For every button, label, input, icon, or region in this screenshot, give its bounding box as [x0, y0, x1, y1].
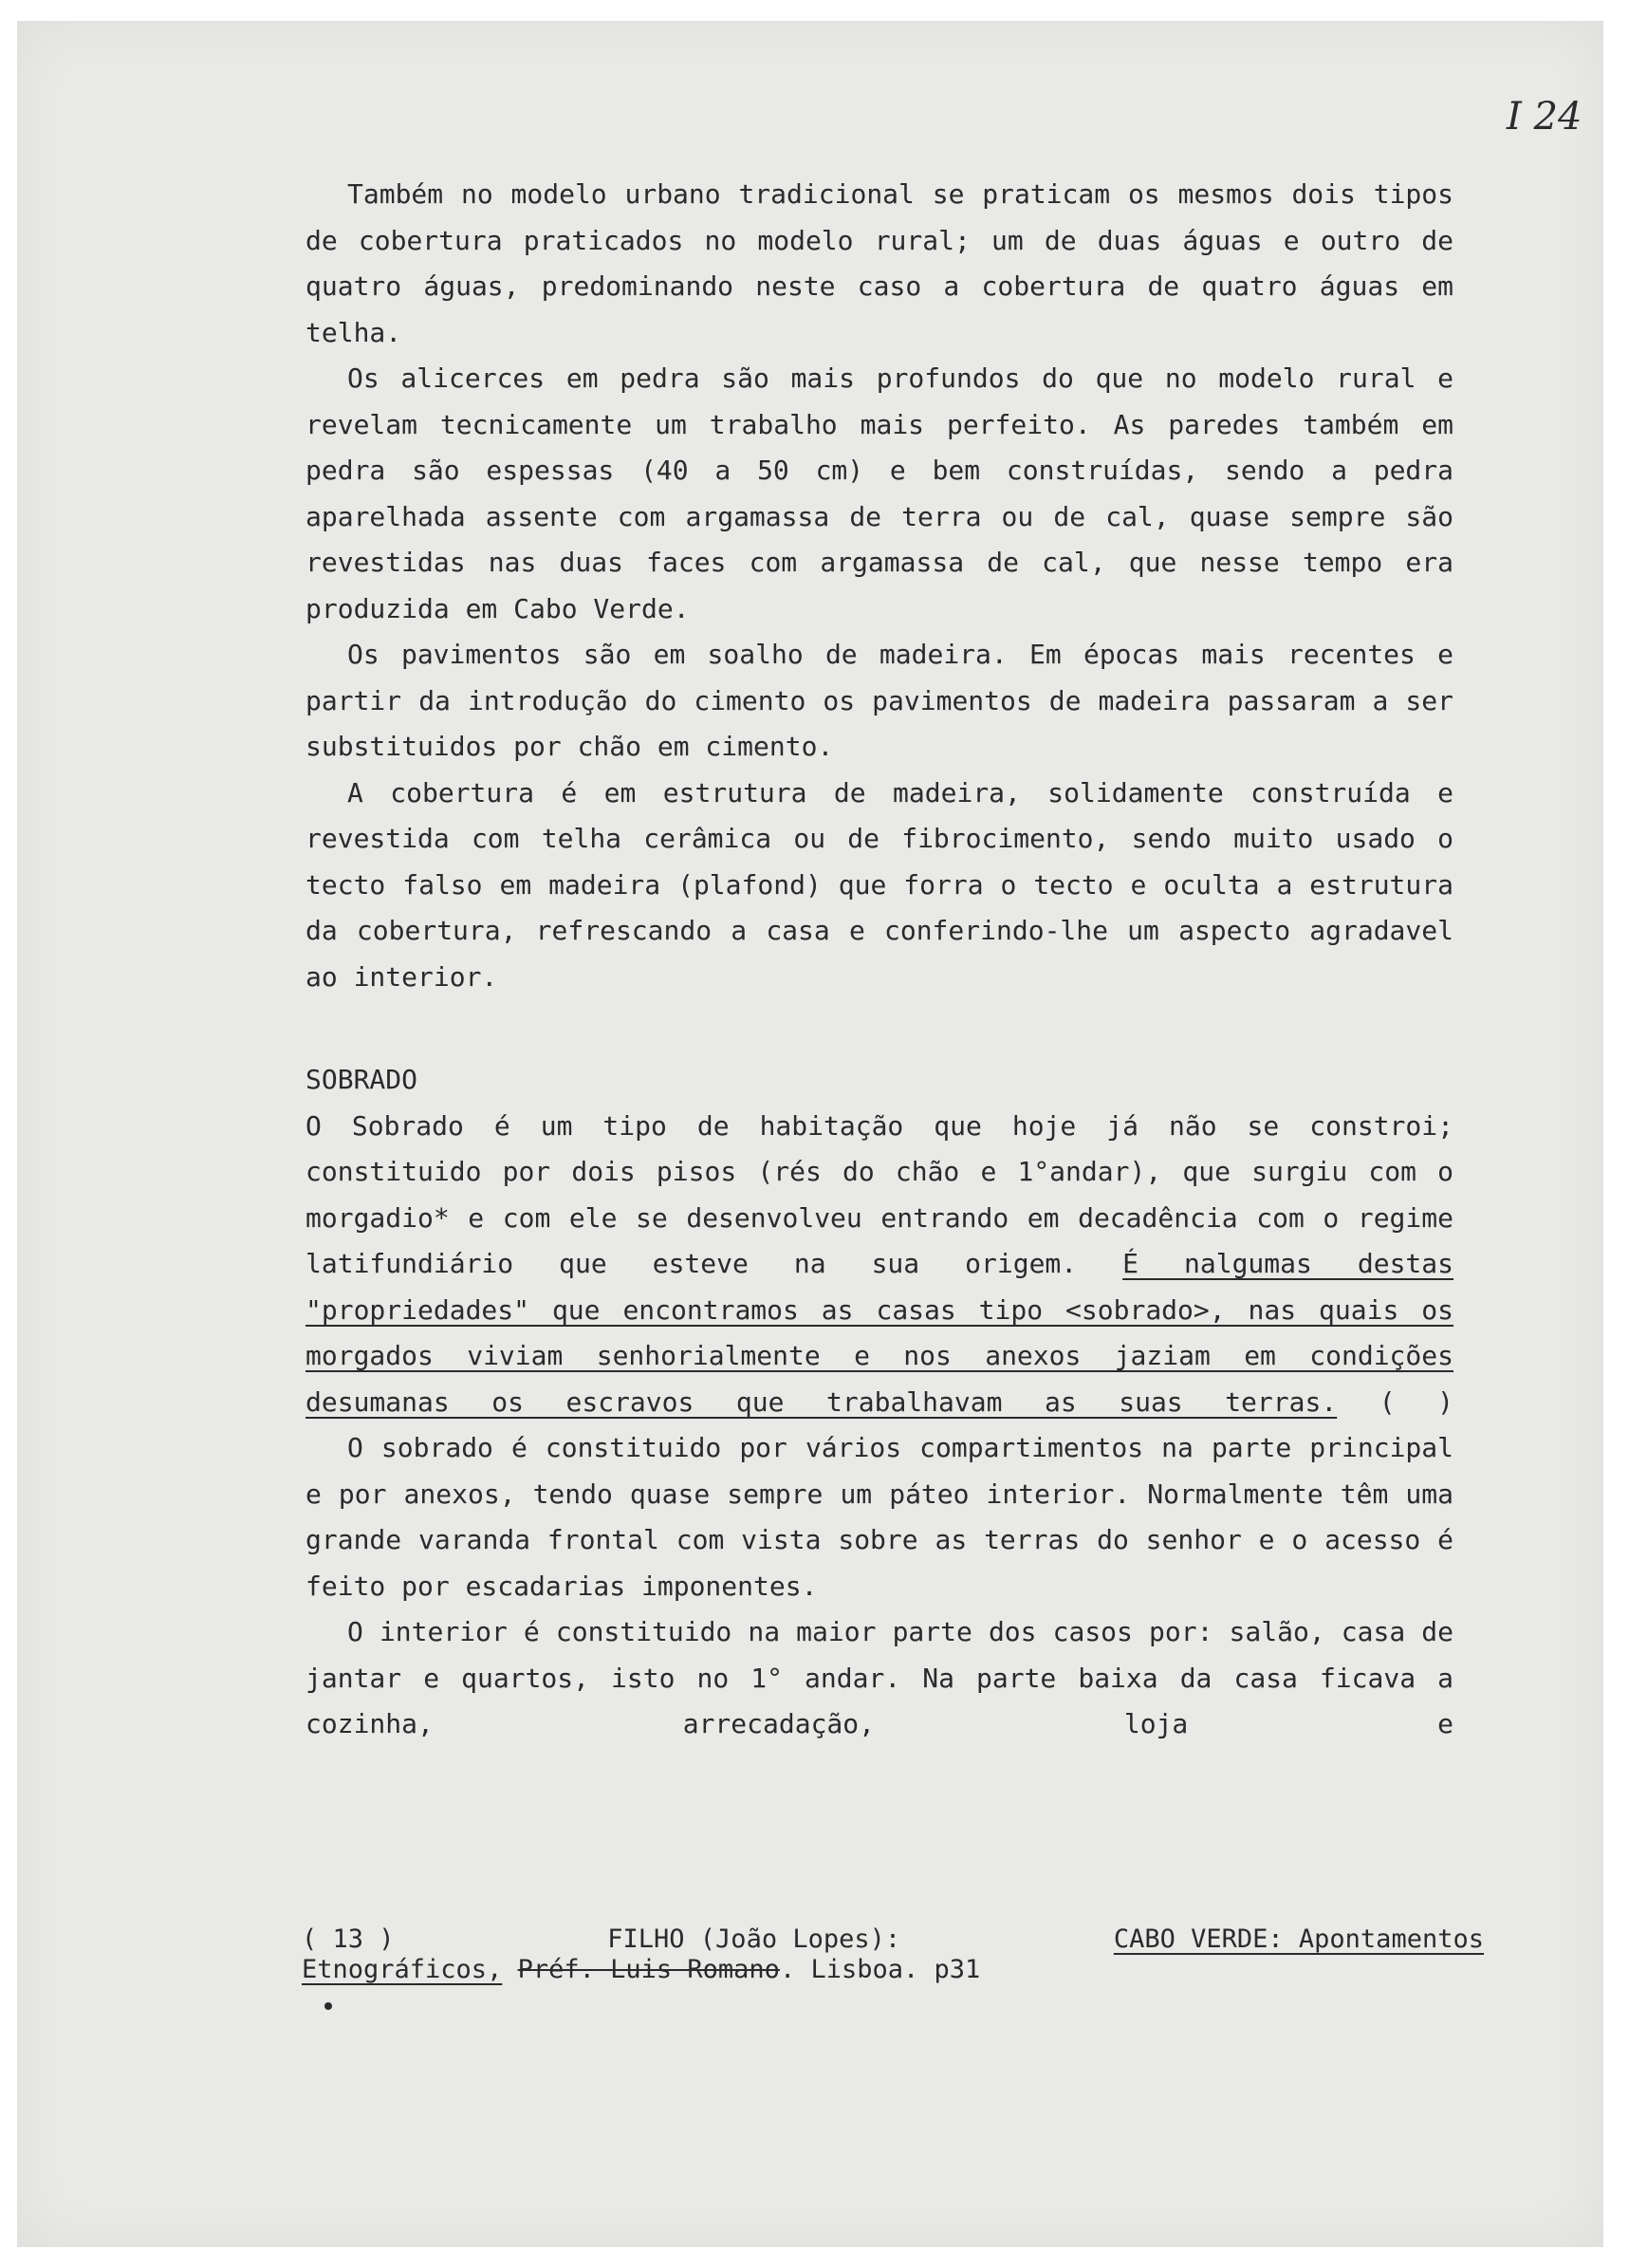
paragraph-floors: Os pavimentos são em soalho de madeira. Em épocas mais recentes e partir da introdução do cimento os pavimentos de madeira passaram a ser substituidos por chão em cimento.: [305, 639, 1453, 762]
footnote-tail: . Lisboa. p31: [779, 1955, 981, 1984]
footnote-title: CABO VERDE: Apontamentos: [1113, 1924, 1484, 1954]
handwritten-page-number: I 24: [1507, 95, 1583, 139]
footnote-struck-text: Préf. Luis Romano: [517, 1955, 780, 1984]
footnote-line-2: [302, 1955, 1484, 1985]
sobrado-intro-text: O Sobrado é um tipo de habitação que hoje já não se constroi; constituido por dois pisos (rés do chão e 1°andar), que surgiu com o morgadio* e com ele se desenvolveu entrando em decadência com o regime latifundiário que esteve na sua origem.: [305, 1109, 1453, 1279]
paragraph-roof-structure: A cobertura é em estrutura de madeira, solidamente construída e revestida com telha cerâmica ou de fibrocimento, sendo muito usado o tecto falso em madeira (plafond) que forra o tecto e oculta a estrutura da cobertura, refrescando a casa e conferindo-lhe um aspecto agradavel ao interior.: [305, 776, 1453, 993]
footnote-marker: ( 13 ): [302, 1924, 395, 1954]
footnote-title-cont: Etnográficos,: [302, 1955, 503, 1984]
section-heading: SOBRADO: [305, 1064, 418, 1095]
paragraph-sobrado-intro: [305, 1104, 1453, 1426]
footnote-author: FILHO (João Lopes):: [607, 1924, 901, 1954]
footnote-line-1: [302, 1924, 1484, 1955]
paragraph-roof-types: Também no modelo urbano tradicional se praticam os mesmos dois tipos de cobertura praticados no modelo rural; um de duas águas e outro de quatro águas, predominando neste caso a cobertura de quatro águas em telha.: [305, 178, 1453, 348]
ink-dot: [324, 2002, 332, 2010]
reference-marker: ( ): [1379, 1385, 1454, 1418]
body-text: [305, 172, 1453, 1748]
paragraph-interior: O interior é constituido na maior parte dos casos por: salão, casa de jantar e quartos, isto no 1° andar. Na parte baixa da casa ficava a cozinha, arrecadação, loja e: [305, 1616, 1453, 1739]
footnote: [302, 1924, 1484, 1985]
paragraph-foundations: Os alicerces em pedra são mais profundos do que no modelo rural e revelam tecnicamente um trabalho mais perfeito. As paredes também em pedra são espessas (40 a 50 cm) e bem construídas, sendo a pedra aparelhada assente com argamassa de terra ou de cal, quase sempre são revestidas nas duas faces com argamassa de cal, que nesse tempo era produzida em Cabo Verde.: [305, 363, 1453, 624]
underlined-passage: É nalgumas destas "propriedades" que encontramos as casas tipo <sobrado>, nas quais os morgados viviam senhorialmente e nos anexos jaziam em condições desumanas os escravos que trabalhavam as suas terras.: [305, 1248, 1453, 1418]
paragraph-sobrado-description: O sobrado é constituido por vários compartimentos na parte principal e por anexos, tendo quase sempre um páteo interior. Normalmente têm uma grande varanda frontal com vista sobre as terras do senhor e o acesso é feito por escadarias imponentes.: [305, 1432, 1453, 1602]
